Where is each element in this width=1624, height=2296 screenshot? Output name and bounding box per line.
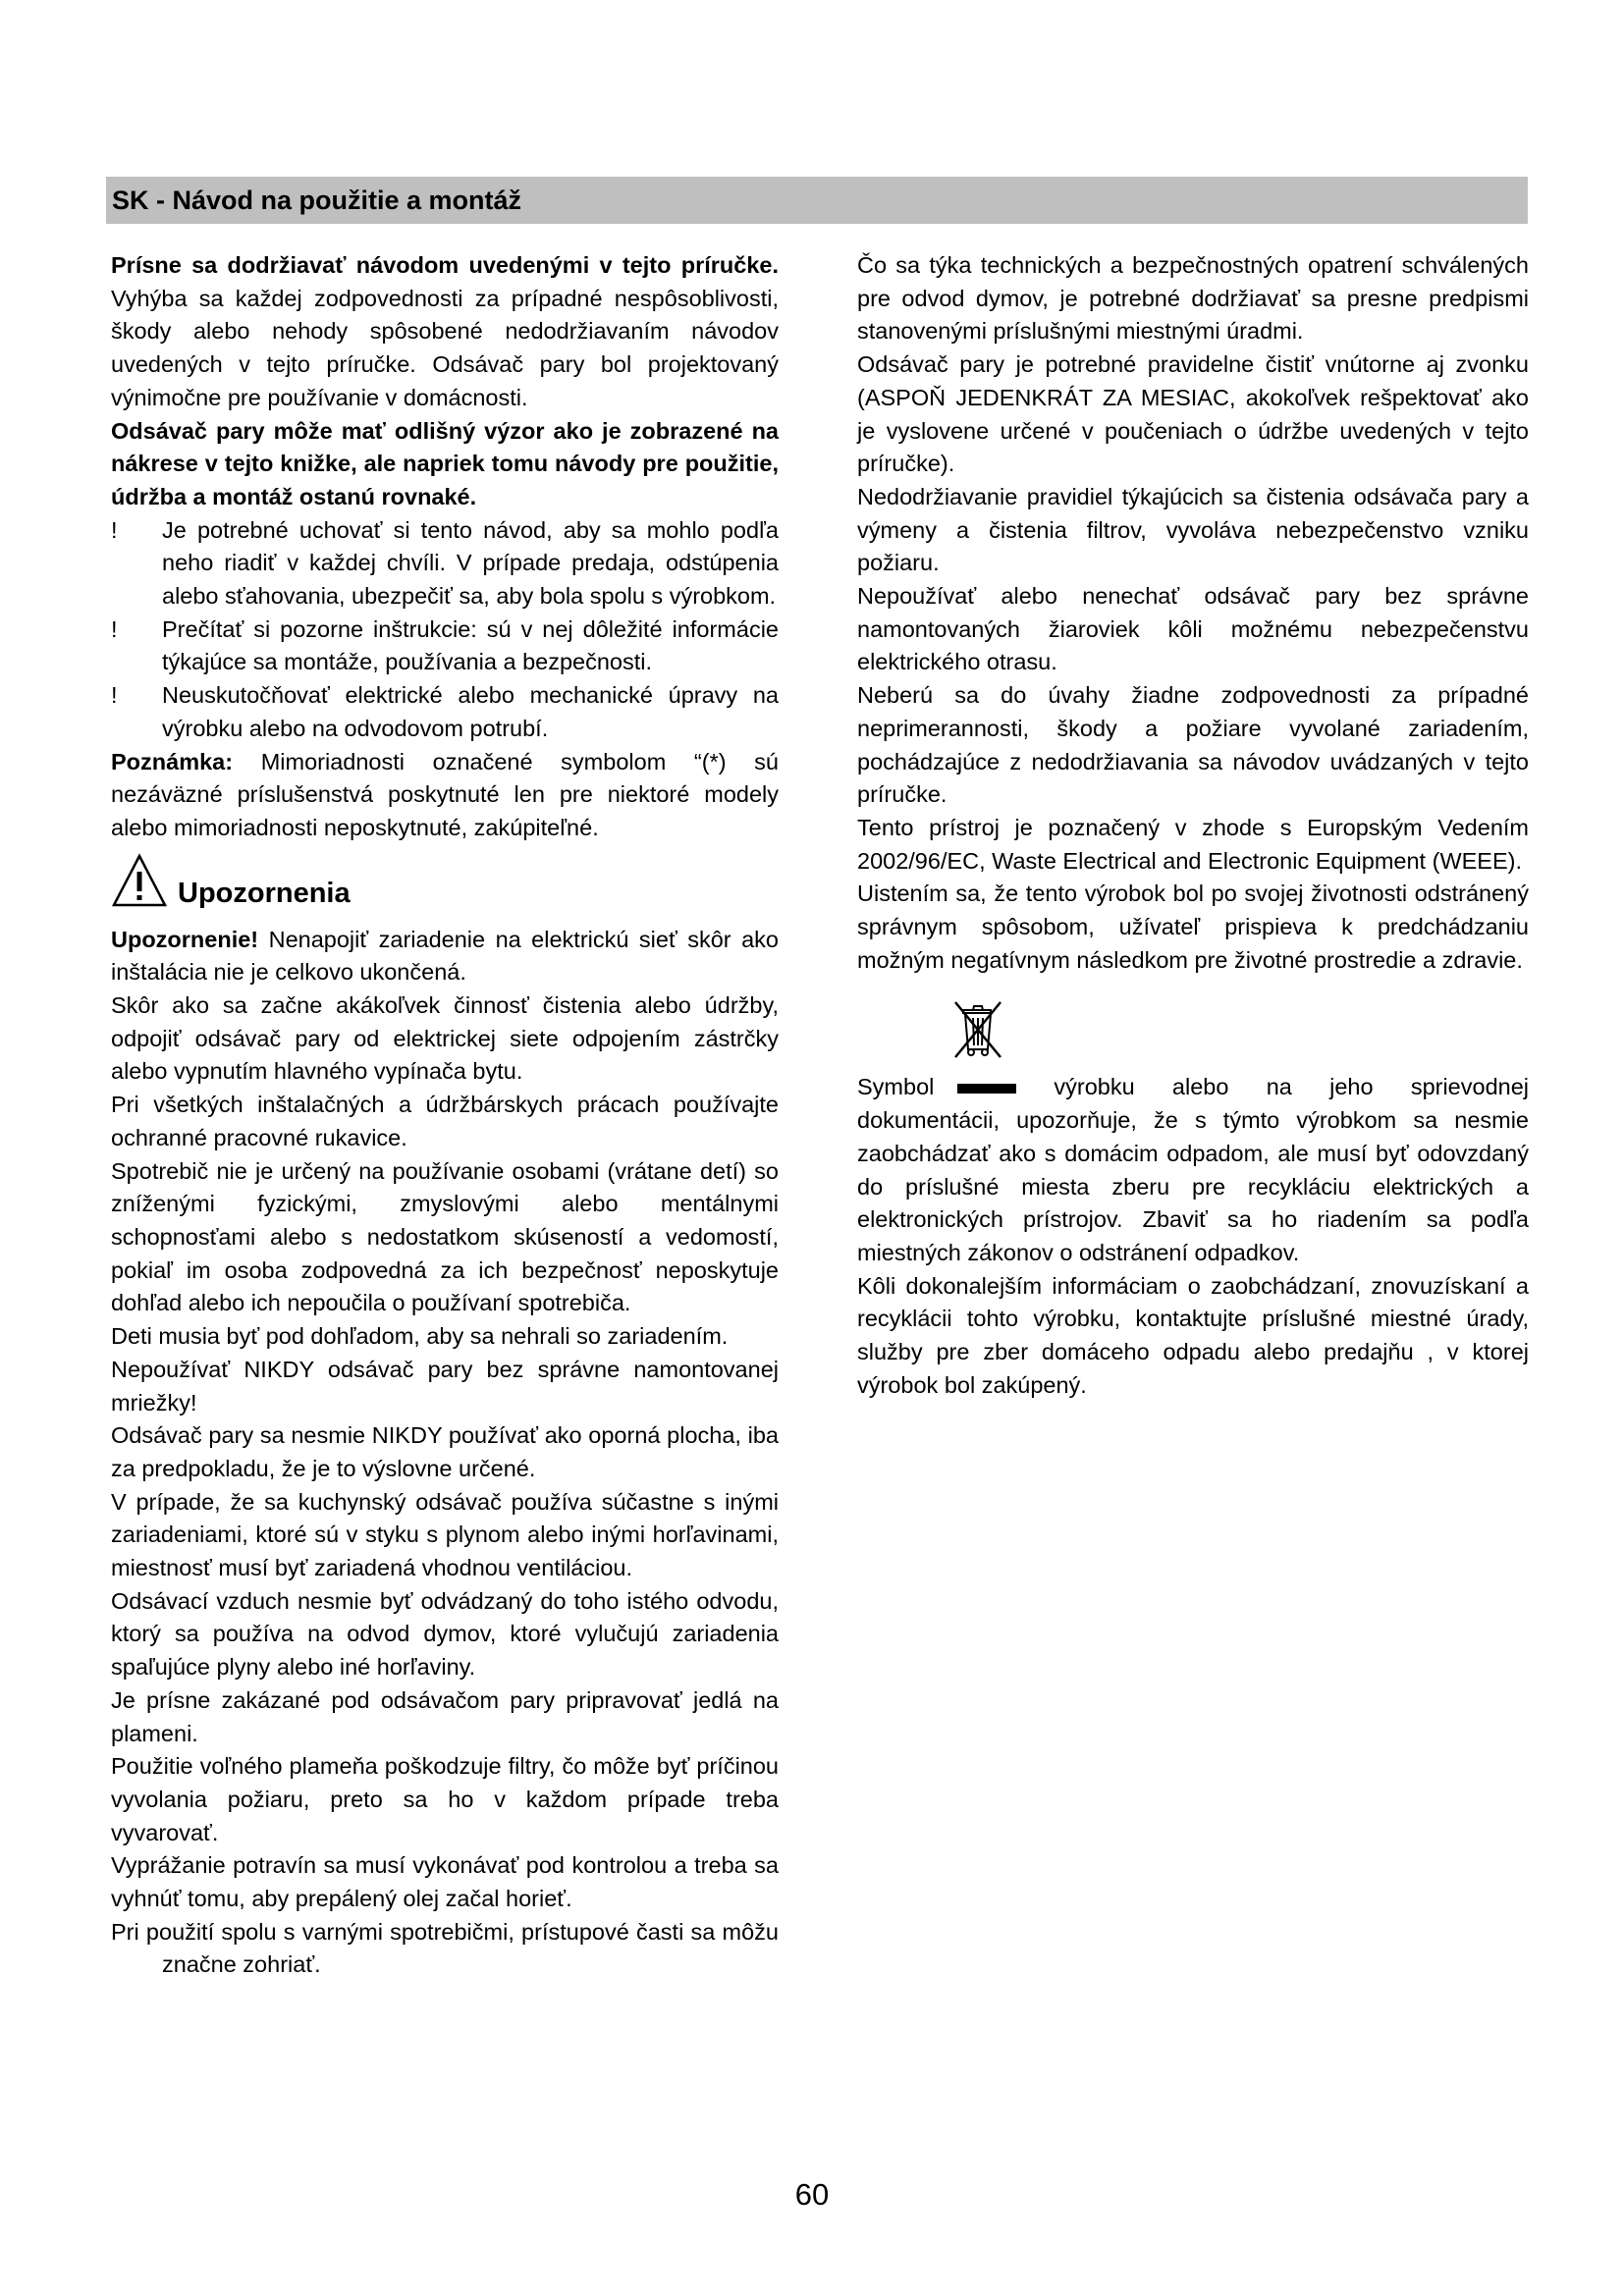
page-number: 60 (794, 2177, 830, 2212)
warning-paragraph: Odsávač pary sa nesmie NIKDY používať ako oporná plocha, iba za predpokladu, že je to výslovne určené. (111, 1422, 779, 1481)
warning-lead (111, 924, 779, 989)
info-paragraph: Uistením sa, že tento výrobok bol po svojej životnosti odstránený správnym spôsobom, užívateľ prispieva k predchádzaniu možným negatívnym následkom pre životné prostredie a zdravie. (857, 881, 1529, 973)
warning-paragraph-last: Pri použití spolu s varnými spotrebičmi, prístupové časti sa môžu značne zohriať. (111, 1918, 779, 1978)
bullet-item (111, 614, 779, 679)
bullet-mark: ! (111, 615, 118, 642)
info-paragraph: Neberú sa do úvahy žiadne zodpovednosti za prípadné neprimerannosti, škody a požiare vyvolané zariadením, pochádzajúce z nedodržiavania sa návodov uvádzaných v tejto príručke. (857, 682, 1529, 808)
bullet-item (111, 514, 779, 614)
warning-paragraph: Deti musia byť pod dohľadom, aby sa nehrali so zariadením. (111, 1323, 729, 1350)
poznamka-label: Poznámka: (111, 748, 234, 774)
bullet-text: Neuskutočňovať elektrické alebo mechanické úpravy na výrobku alebo na odvodovom potrubí. (162, 682, 779, 741)
info-paragraph-final: Kôli dokonalejším informáciam o zaobchádzaní, znovuzískaní a recyklácii tohto výrobku, kontaktujte príslušné miestné úrady, služby pre zber domáceho odpadu alebo predajňu , v ktorej výrobok bol zakúpený. (857, 1272, 1529, 1398)
warnings-title: Upozornenia (178, 877, 351, 909)
intro-text: Vyhýba sa každej zodpovednosti za prípadné nespôsoblivosti, škody alebo nehody spôsobené nedodržiavaním návodov uvedených v tejto príručke. Odsávač pary bol projektovaný výnimočne pre používanie v domácnosti. (111, 285, 779, 410)
symbol-label: Symbol (857, 1074, 935, 1100)
warning-paragraph: Je prísne zakázané pod odsávačom pary pripravovať jedlá na plameni. (111, 1686, 779, 1746)
weee-paragraph (857, 1071, 1529, 1269)
warnings-heading (111, 853, 779, 924)
poznamka-text: Mimoriadnosti označené symbolom “(*) sú nezáväzné príslušenstvá poskytnuté len pre niektoré modely alebo mimoriadnosti neposkytnuté, zakúpiteľné. (111, 748, 779, 840)
bullet-mark: ! (111, 516, 118, 543)
intro-paragraph (111, 249, 779, 415)
crossed-bin-icon (949, 996, 1006, 1063)
warning-paragraph: Pri všetkých inštalačných a údržbárskych prácach používajte ochranné pracovné rukavice. (111, 1092, 779, 1150)
weee-bar-icon (957, 1084, 1016, 1094)
warning-paragraph: V prípade, že sa kuchynský odsávač používa súčastne s inými zariadeniami, ktoré sú v styku s plynom alebo inými horľavinami, miestnosť musí byť zariadená vhodnou ventiláciou. (111, 1488, 779, 1581)
appearance-note-text: Odsávač pary môže mať odlišný výzor ako je zobrazené na nákrese v tejto knižke, ale napriek tomu návody pre použitie, údržba a montáž ostanú rovnaké. (111, 417, 779, 509)
poznamka-paragraph (111, 746, 779, 845)
bullet-item (111, 679, 779, 745)
bullet-text: Prečítať si pozorne inštrukcie: sú v nej dôležité informácie týkajúce sa montáže, používania a bezpečnosti. (162, 615, 779, 675)
symbol-text: výrobku alebo na jeho sprievodnej dokumentácii, upozorňuje, že s týmto výrobkom sa nesmie zaobchádzať ako s domácim odpadom, ale musí byť odovzdaný do príslušné miesta zberu pre recykláciu elektrických a elektronických prístrojov. Zbaviť sa ho riadením sa podľa miestných zákonov o odstránení odpadkov. (857, 1074, 1529, 1265)
left-column (111, 249, 779, 1982)
appearance-note (111, 415, 779, 514)
section-title: SK - Návod na použitie a montáž (112, 186, 522, 215)
warning-paragraph: Skôr ako sa začne akákoľvek činnosť čistenia alebo údržby, odpojiť odsávač pary od elektrickej siete odpojením zástrčky alebo vypnutím hlavného vypínača bytu. (111, 992, 779, 1085)
info-paragraph: Odsávač pary je potrebné pravidelne čistiť vnútorne aj zvonku (ASPOŇ JEDENKRÁT ZA MESIAC, akokoľvek rešpektovať ako je vyslovene určené v poučeniach o údržbe uvedených v tejto príručke). (857, 351, 1529, 477)
right-column (857, 249, 1529, 1403)
warning-lead-text: Nenapojiť zariadenie na elektrickú sieť skôr ako inštalácia nie je celkovo ukončená. (111, 926, 779, 986)
info-paragraph: Čo sa týka technických a bezpečnostných opatrení schválených pre odvod dymov, je potrebné dodržiavať sa presne predpismi stanovenými príslušnými miestnými úradmi. (857, 252, 1529, 345)
warning-paragraph: Spotrebič nie je určený na používanie osobami (vrátane detí) so zníženými fyzickými, zmyslovými alebo mentálnymi schopnosťami alebo s nedostatkom skúseností a vedomostí, pokiaľ im osoba zodpovedná za ich bezpečnosť neposkytuje dohľad alebo ich nepoučila o používaní spotrebiča. (111, 1157, 779, 1316)
info-paragraph: Tento prístroj je poznačený v zhode s Europským Vedením 2002/96/EC, Waste Electrical and Electronic Equipment (WEEE). (857, 814, 1529, 874)
intro-bold: Prísne sa dodržiavať návodom uvedenými v tejto príručke. (111, 252, 779, 278)
bullet-mark: ! (111, 682, 118, 709)
warning-lead-bold: Upozornenie! (111, 926, 259, 952)
warning-paragraph: Nepoužívať NIKDY odsávač pary bez správne namontovanej mriežky! (111, 1356, 779, 1415)
section-header-bar (106, 177, 1528, 224)
warning-paragraph: Odsávací vzduch nesmie byť odvádzaný do toho istého odvodu, ktorý sa používa na odvod dymov, ktoré vylučujú zariadenia spaľujúce plyny alebo iné horľaviny. (111, 1587, 779, 1681)
weee-symbol-area (857, 977, 1529, 1071)
info-paragraph: Nepoužívať alebo nenechať odsávač pary bez správne namontovaných žiaroviek kôli možnému nebezpečenstvu elektrického otrasu. (857, 583, 1529, 675)
info-paragraph: Nedodržiavanie pravidiel týkajúcich sa čistenia odsávača pary a výmeny a čistenia filtrov, vyvoláva nebezpečenstvo vzniku požiaru. (857, 483, 1529, 576)
warning-paragraph: Použitie voľného plameňa poškodzuje filtry, čo môže byť príčinou vyvolania požiaru, preto sa ho v každom prípade treba vyvarovať. (111, 1753, 779, 1845)
warning-paragraph: Vyprážanie potravín sa musí vykonávať pod kontrolou a treba sa vyhnúť tomu, aby prepálený olej začal horieť. (111, 1852, 779, 1912)
bullet-text: Je potrebné uchovať si tento návod, aby sa mohlo podľa neho riadiť v každej chvíli. V prípade predaja, odstúpenia alebo sťahovania, ubezpečiť sa, aby bola spolu s výrobkom. (162, 516, 779, 610)
warning-triangle-icon (111, 853, 168, 910)
